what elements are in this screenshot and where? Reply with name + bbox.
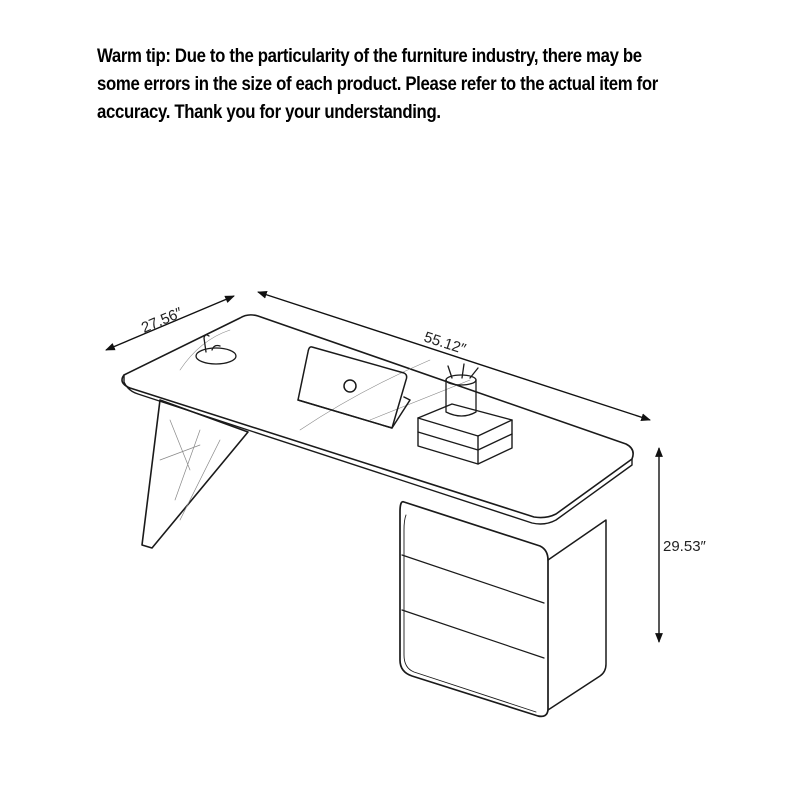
notice-line-2: some errors in the size of each product. Please refer to the actual item for — [97, 73, 658, 95]
notice-line-3: accuracy. Thank you for your understanding. — [97, 101, 441, 123]
height-label: 29.53″ — [663, 538, 706, 555]
tabletop — [122, 315, 633, 518]
drawer-cabinet — [400, 502, 548, 717]
depth-label: 27.56″ — [138, 304, 186, 337]
jar-with-pens — [446, 364, 478, 416]
decorative-dish — [196, 335, 236, 364]
notice-line-1: Warm tip: Due to the particularity of the furniture industry, there may be — [97, 45, 642, 67]
book-stack — [418, 404, 512, 464]
laptop — [298, 347, 410, 428]
desk-illustration — [122, 315, 633, 717]
width-label: 55.12″ — [421, 328, 468, 359]
width-dimension-arrow — [258, 292, 650, 420]
slab-leg — [142, 400, 248, 548]
